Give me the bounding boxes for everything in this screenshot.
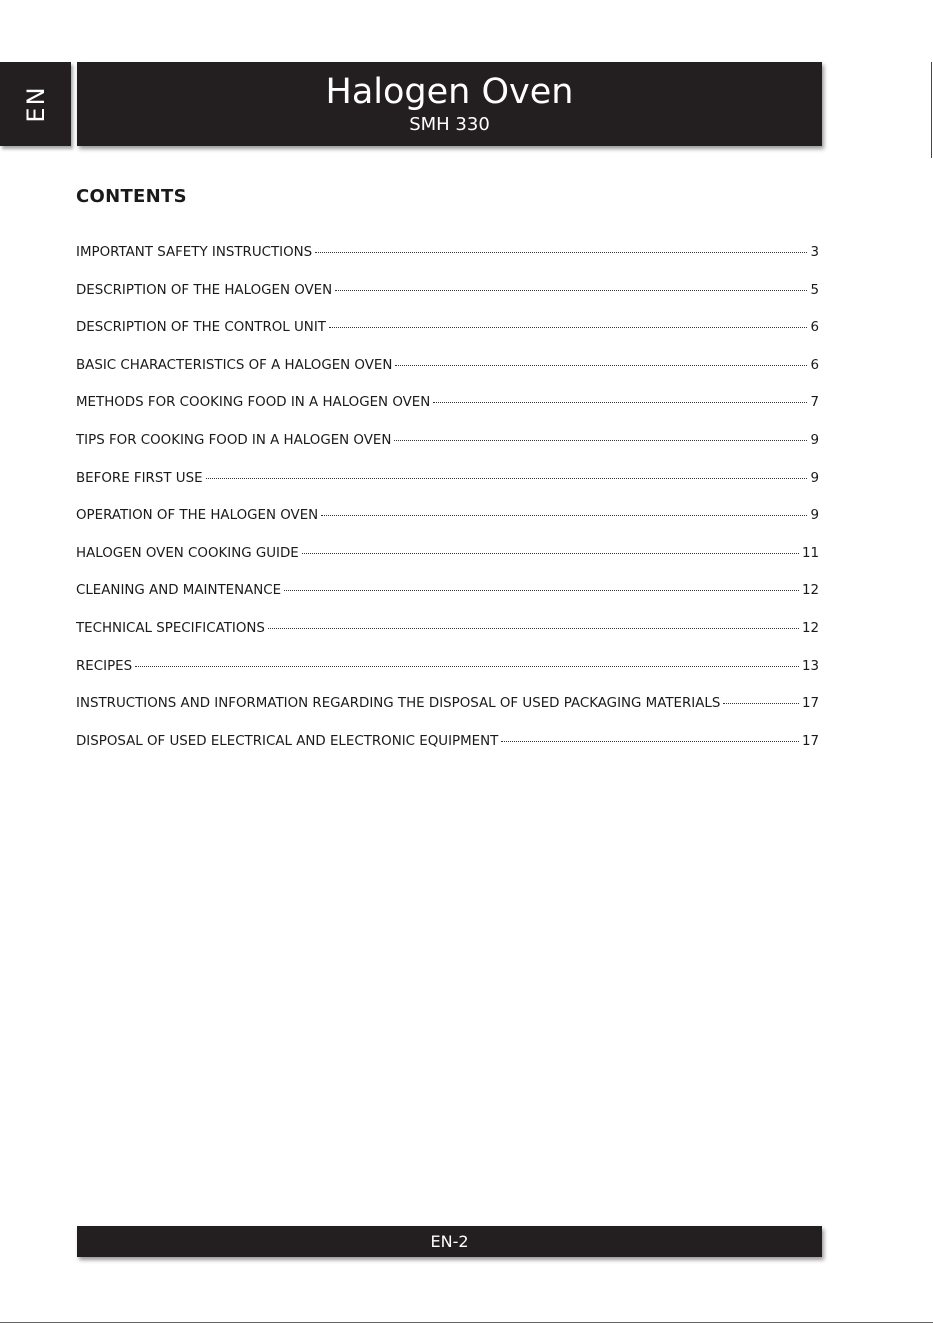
- toc-entry-title: IMPORTANT SAFETY INSTRUCTIONS: [76, 245, 313, 260]
- toc-dot-leader: [433, 401, 807, 403]
- toc-entry[interactable]: [76, 395, 819, 433]
- toc-dot-leader: [395, 364, 807, 366]
- toc-entry-title: BEFORE FIRST USE: [76, 470, 203, 486]
- toc-entry-title: CLEANING AND MAINTENANCE: [76, 583, 282, 599]
- toc-entry-page: 9: [810, 470, 819, 486]
- toc-entry-title: TECHNICAL SPECIFICATIONS: [76, 620, 265, 636]
- toc-entry[interactable]: [76, 471, 819, 509]
- toc-entry[interactable]: [76, 734, 819, 772]
- page-edge-right: [931, 62, 932, 158]
- toc-entry-page: 7: [810, 395, 819, 411]
- toc-dot-leader: [135, 665, 799, 667]
- toc-entry-page: 12: [801, 620, 819, 636]
- table-of-contents: [76, 245, 819, 771]
- toc-dot-leader: [268, 627, 799, 629]
- toc-entry-title: DESCRIPTION OF THE HALOGEN OVEN: [76, 282, 333, 298]
- toc-entry-page: 11: [801, 545, 819, 561]
- toc-dot-leader: [206, 477, 808, 479]
- toc-entry-title: OPERATION OF THE HALOGEN OVEN: [76, 508, 319, 524]
- toc-dot-leader: [394, 439, 807, 441]
- toc-entry-page: 3: [810, 245, 819, 260]
- toc-entry[interactable]: [76, 696, 819, 734]
- toc-entry-page: 6: [810, 320, 819, 336]
- toc-entry-page: 9: [810, 432, 819, 448]
- page-number: EN-2: [430, 1232, 469, 1251]
- toc-entry-title: BASIC CHARACTERISTICS OF A HALOGEN OVEN: [76, 357, 393, 373]
- toc-entry-page: 13: [801, 658, 819, 674]
- toc-entry-title: INSTRUCTIONS AND INFORMATION REGARDING THE DISPOSAL OF USED PACKAGING MATERIALS: [76, 696, 721, 712]
- model-number: SMH 330: [409, 114, 490, 135]
- language-label: EN: [22, 85, 50, 123]
- footer-bar: [77, 1226, 822, 1257]
- contents-heading: CONTENTS: [76, 186, 187, 207]
- toc-dot-leader: [723, 702, 799, 704]
- toc-dot-leader: [335, 289, 807, 291]
- toc-dot-leader: [302, 552, 799, 554]
- toc-entry-title: METHODS FOR COOKING FOOD IN A HALOGEN OVEN: [76, 395, 431, 411]
- toc-entry-page: 12: [801, 583, 819, 599]
- toc-entry[interactable]: [76, 320, 819, 358]
- toc-entry-page: 17: [801, 696, 819, 712]
- language-tab: [0, 62, 71, 146]
- toc-entry[interactable]: [76, 583, 819, 621]
- toc-entry-title: RECIPES: [76, 658, 133, 674]
- toc-entry[interactable]: [76, 245, 819, 283]
- toc-entry-title: DISPOSAL OF USED ELECTRICAL AND ELECTRONIC EQUIPMENT: [76, 733, 499, 749]
- page-edge-bottom: [0, 1322, 933, 1323]
- toc-entry-title: DESCRIPTION OF THE CONTROL UNIT: [76, 320, 326, 336]
- toc-entry[interactable]: [76, 283, 819, 321]
- toc-dot-leader: [284, 589, 799, 591]
- toc-entry[interactable]: [76, 358, 819, 396]
- toc-entry[interactable]: [76, 659, 819, 697]
- toc-entry-page: 5: [810, 282, 819, 298]
- toc-entry-page: 17: [801, 733, 819, 749]
- toc-dot-leader: [329, 326, 808, 328]
- toc-entry[interactable]: [76, 508, 819, 546]
- document-title: Halogen Oven: [325, 72, 574, 112]
- toc-dot-leader: [501, 740, 799, 742]
- toc-entry-title: TIPS FOR COOKING FOOD IN A HALOGEN OVEN: [76, 432, 392, 448]
- toc-entry[interactable]: [76, 433, 819, 471]
- toc-entry-page: 6: [810, 357, 819, 373]
- toc-entry[interactable]: [76, 621, 819, 659]
- toc-dot-leader: [321, 514, 807, 516]
- header-bar: [77, 62, 822, 146]
- toc-entry-page: 9: [810, 508, 819, 524]
- toc-entry-title: HALOGEN OVEN COOKING GUIDE: [76, 545, 299, 561]
- toc-dot-leader: [315, 251, 807, 253]
- toc-entry[interactable]: [76, 546, 819, 584]
